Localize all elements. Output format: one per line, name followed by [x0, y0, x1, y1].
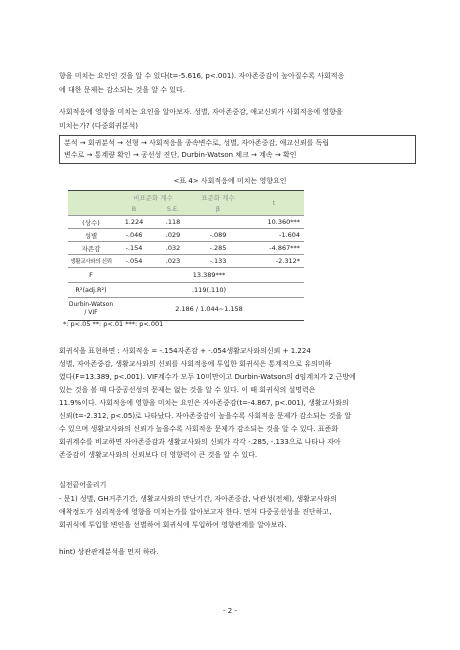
- practice-title: 실전끝어올리기: [59, 481, 107, 489]
- table-row: [68, 216, 304, 229]
- procedure-line: 분석 → 회귀분석 → 선형 → 사회적응을 종속변수로, 성별, 자아존중감, 애교신뢰를 독립: [64, 139, 330, 147]
- stat-label: F: [68, 268, 114, 283]
- cell-beta: -.089: [192, 229, 244, 242]
- stat-label: R²(adj.R²): [68, 283, 114, 298]
- practice-line: 애착정도가 심리적응에 영향을 미치는가를 알아보고자 한다. 먼저 다중공선성을 진단하고,: [59, 508, 332, 516]
- body-line: 회귀계수를 비교하면 자아존중감과 생활교사와의 신뢰가 각각 -.285, -.133으로 나타나 자아: [59, 438, 341, 446]
- cell-se: .118: [154, 216, 192, 229]
- row-label: 자존감: [68, 242, 114, 255]
- hint-line: hint) 상관관계분석을 먼저 하라.: [59, 548, 159, 556]
- cell-beta: -.285: [192, 242, 244, 255]
- paragraph-line: 향을 미치는 요인인 것을 알 수 있다(t=-5.616, p<.001). 자아존중감이 높아질수록 사회적응: [59, 72, 345, 80]
- table-row: [68, 242, 304, 255]
- cell-se: .032: [154, 242, 192, 255]
- header-cell: B: [131, 205, 137, 213]
- cell-beta: -.133: [192, 255, 244, 268]
- body-line: 11.9%이다. 사회적응에 영향을 미치는 요인은 자아존중감(t=-4.867, p<.001), 생활교사와의: [59, 399, 349, 407]
- stat-value: .119(.110): [114, 283, 304, 298]
- cell-beta: [192, 216, 244, 229]
- cell-b: -.046: [114, 229, 154, 242]
- body-line: 였다(F=13.389, p<.001). VIF계수가 모두 10미만이고 Durbin-Watson의 d임계치가 2 근방에: [59, 373, 356, 381]
- body-line: 회귀식을 표현하면 : 사회적응 = -.154자존감 + -.054생활교사와의신뢰 + 1.224: [59, 347, 311, 355]
- cell-t: -2.312*: [244, 255, 304, 268]
- cell-t: -1.604: [244, 229, 304, 242]
- header-cell: t: [272, 199, 276, 207]
- stat-label: Durbin-Watson / VIF: [68, 298, 114, 321]
- header-cell: [68, 191, 114, 204]
- stat-row: [68, 283, 304, 298]
- question-line: 미치는가? (다중회귀분석): [59, 122, 139, 130]
- header-cell: 비표준화 계수: [133, 193, 173, 202]
- body-line: 있는 것을 볼 때 다중공선성의 문제는 없는 것을 알 수 있다. 이 때 회귀식의 설명력은: [59, 386, 316, 394]
- question-line: 사회적응에 영향을 미치는 요인을 알아보자. 성별, 자아존중감, 애교신뢰가 사회적응에 영향을: [59, 108, 343, 116]
- regression-table: [68, 190, 304, 321]
- practice-line: - 문1) 성별, GH거주기간, 생활교사와의 만난기간, 자아존중감, 낙관성(전체), 생활교사와의: [59, 495, 337, 503]
- cell-se: .023: [154, 255, 192, 268]
- cell-b: -.054: [114, 255, 154, 268]
- header-cell: β: [215, 205, 221, 213]
- body-line: 존중감이 생활교사와의 신뢰보다 더 영향력이 큰 것을 알 수 있다.: [59, 451, 258, 459]
- cell-b: 1.224: [114, 216, 154, 229]
- cell-se: .029: [154, 229, 192, 242]
- row-label: (상수): [68, 216, 114, 229]
- body-line: 신뢰(t=-2.312, p<.05)로 나타났다. 자아존중감이 높을수록 사회적응 문제가 감소되는 것을 알: [59, 412, 352, 420]
- cell-b: -.154: [114, 242, 154, 255]
- stat-row: [68, 298, 304, 321]
- significance-note: *: p<.05 **: p<.01 ***: p<.001: [63, 320, 164, 328]
- table-caption: <표 4> 사회적응에 미치는 영향요인: [173, 177, 287, 185]
- page-number: - 2 -: [223, 607, 237, 615]
- body-line: 성별, 자아존중감, 생활교사와의 신뢰를 사회적응에 투입한 회귀식은 통계적으로 유의미하: [59, 360, 332, 368]
- cell-t: -4.867***: [244, 242, 304, 255]
- stat-row: [68, 268, 304, 283]
- table-row: [68, 229, 304, 242]
- header-cell: 표준화 계수: [201, 193, 235, 202]
- row-label: 생활교사와의 신뢰: [68, 255, 114, 268]
- cell-t: 10.360***: [244, 216, 304, 229]
- body-line: 수 있으며 생활교사와의 신뢰가 높을수록 사회적응 문제가 감소되는 것을 알 수 있다. 표준화: [59, 425, 339, 433]
- procedure-box: [59, 135, 416, 164]
- procedure-line: 변수로 → 통계량 확인 → 공선성 진단, Durbin-Watson 체크 → 계속 → 확인: [64, 151, 297, 159]
- table-row: [68, 255, 304, 268]
- stat-value: 2.186 / 1.044~1.158: [114, 298, 304, 321]
- header-cell: [68, 203, 114, 216]
- paragraph-line: 에 대한 문제는 감소되는 것을 알 수 있다.: [59, 86, 185, 94]
- row-label: 성별: [68, 229, 114, 242]
- stat-value: 13.389***: [114, 268, 304, 283]
- header-cell: S.E.: [166, 205, 180, 213]
- practice-line: 회귀식에 투입할 변인을 선별하여 회귀식에 투입하여 영향관계를 알아보라.: [59, 521, 287, 529]
